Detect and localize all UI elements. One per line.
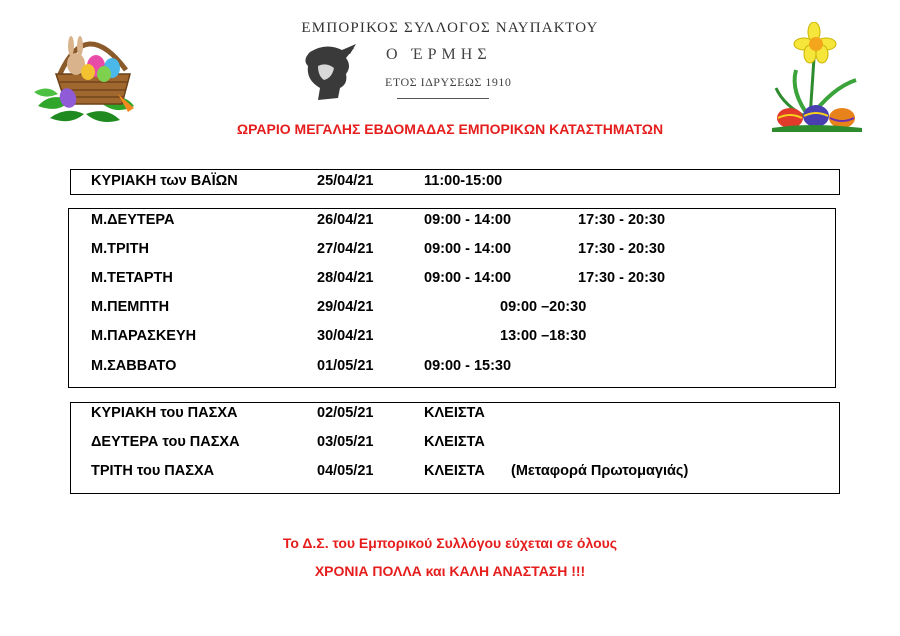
status-cell: ΚΛΕΙΣΤΑ: [424, 463, 485, 479]
footer-greeting: Το Δ.Σ. του Εμπορικού Συλλόγου εύχεται σε όλους: [282, 535, 618, 551]
day-cell: ΤΡΙΤΗ του ΠΑΣΧΑ: [91, 463, 215, 479]
palm-sunday-box: [70, 169, 840, 195]
schedule-title: ΩΡΑΡΙΟ ΜΕΓΑΛΗΣ ΕΒΔΟΜΑΔΑΣ ΕΜΠΟΡΙΚΩΝ ΚΑΤΑΣΤΗΜΑΤΩΝ: [236, 121, 664, 137]
org-name: Ο ΈΡΜΗΣ: [386, 46, 492, 63]
evening-hours-cell: 17:30 - 20:30: [578, 241, 666, 257]
evening-hours-cell: 17:30 - 20:30: [578, 270, 666, 286]
footer-wishes: ΧΡΟΝΙΑ ΠΟΛΛΑ και ΚΑΛΗ ΑΝΑΣΤΑΣΗ !!!: [314, 563, 586, 579]
morning-hours-cell: 09:00 - 14:00: [424, 270, 512, 286]
table-row: [71, 463, 839, 483]
daffodil-eggs-icon: [770, 22, 870, 136]
day-cell: Μ.ΠΑΡΑΣΚΕΥΗ: [91, 328, 197, 344]
morning-hours-cell: 09:00 - 15:30: [424, 358, 512, 374]
date-cell: 30/04/21: [317, 328, 374, 344]
note-cell: (Μεταφορά Πρωτομαγιάς): [511, 463, 689, 479]
table-row: [71, 405, 839, 425]
day-cell: Μ.ΤΕΤΑΡΤΗ: [91, 270, 173, 286]
table-row: [69, 270, 835, 290]
table-row: [69, 212, 835, 232]
morning-hours-cell: 09:00 - 14:00: [424, 241, 512, 257]
continuous-hours-cell: 09:00 –20:30: [500, 299, 587, 315]
table-row: [69, 328, 835, 348]
hermes-logo-icon: [296, 44, 360, 104]
day-cell: ΚΥΡΙΑΚΗ των ΒΑΪΩΝ: [91, 173, 238, 189]
org-founded: ΕΤΟΣ ΙΔΡΥΣΕΩΣ 1910: [385, 75, 512, 89]
date-cell: 28/04/21: [317, 270, 374, 286]
date-cell: 27/04/21: [317, 241, 374, 257]
table-row: [71, 173, 839, 193]
hours-cell: 11:00-15:00: [424, 173, 503, 189]
date-cell: 26/04/21: [317, 212, 374, 228]
date-cell: 01/05/21: [317, 358, 374, 374]
date-cell: 03/05/21: [317, 434, 374, 450]
day-cell: Μ.ΠΕΜΠΤΗ: [91, 299, 170, 315]
org-title: ΕΜΠΟΡΙΚΟΣ ΣΥΛΛΟΓΟΣ ΝΑΥΠΑΚΤΟΥ: [301, 20, 599, 36]
table-row: [71, 434, 839, 454]
easter-box: [70, 402, 840, 494]
day-cell: ΚΥΡΙΑΚΗ του ΠΑΣΧΑ: [91, 405, 238, 421]
evening-hours-cell: 17:30 - 20:30: [578, 212, 666, 228]
day-cell: Μ.ΔΕΥΤΕΡΑ: [91, 212, 175, 228]
morning-hours-cell: 09:00 - 14:00: [424, 212, 512, 228]
table-row: [69, 358, 835, 378]
date-cell: 29/04/21: [317, 299, 374, 315]
continuous-hours-cell: 13:00 –18:30: [500, 328, 587, 344]
holy-week-box: [68, 208, 836, 388]
table-row: [69, 299, 835, 319]
status-cell: ΚΛΕΙΣΤΑ: [424, 405, 485, 421]
date-cell: 04/05/21: [317, 463, 374, 479]
date-cell: 25/04/21: [317, 173, 374, 189]
date-cell: 02/05/21: [317, 405, 374, 421]
day-cell: Μ.ΤΡΙΤΗ: [91, 241, 149, 257]
header-divider: [397, 98, 489, 99]
status-cell: ΚΛΕΙΣΤΑ: [424, 434, 485, 450]
day-cell: ΔΕΥΤΕΡΑ του ΠΑΣΧΑ: [91, 434, 240, 450]
easter-basket-icon: [30, 22, 142, 132]
table-row: [69, 241, 835, 261]
day-cell: Μ.ΣΑΒΒΑΤΟ: [91, 358, 177, 374]
